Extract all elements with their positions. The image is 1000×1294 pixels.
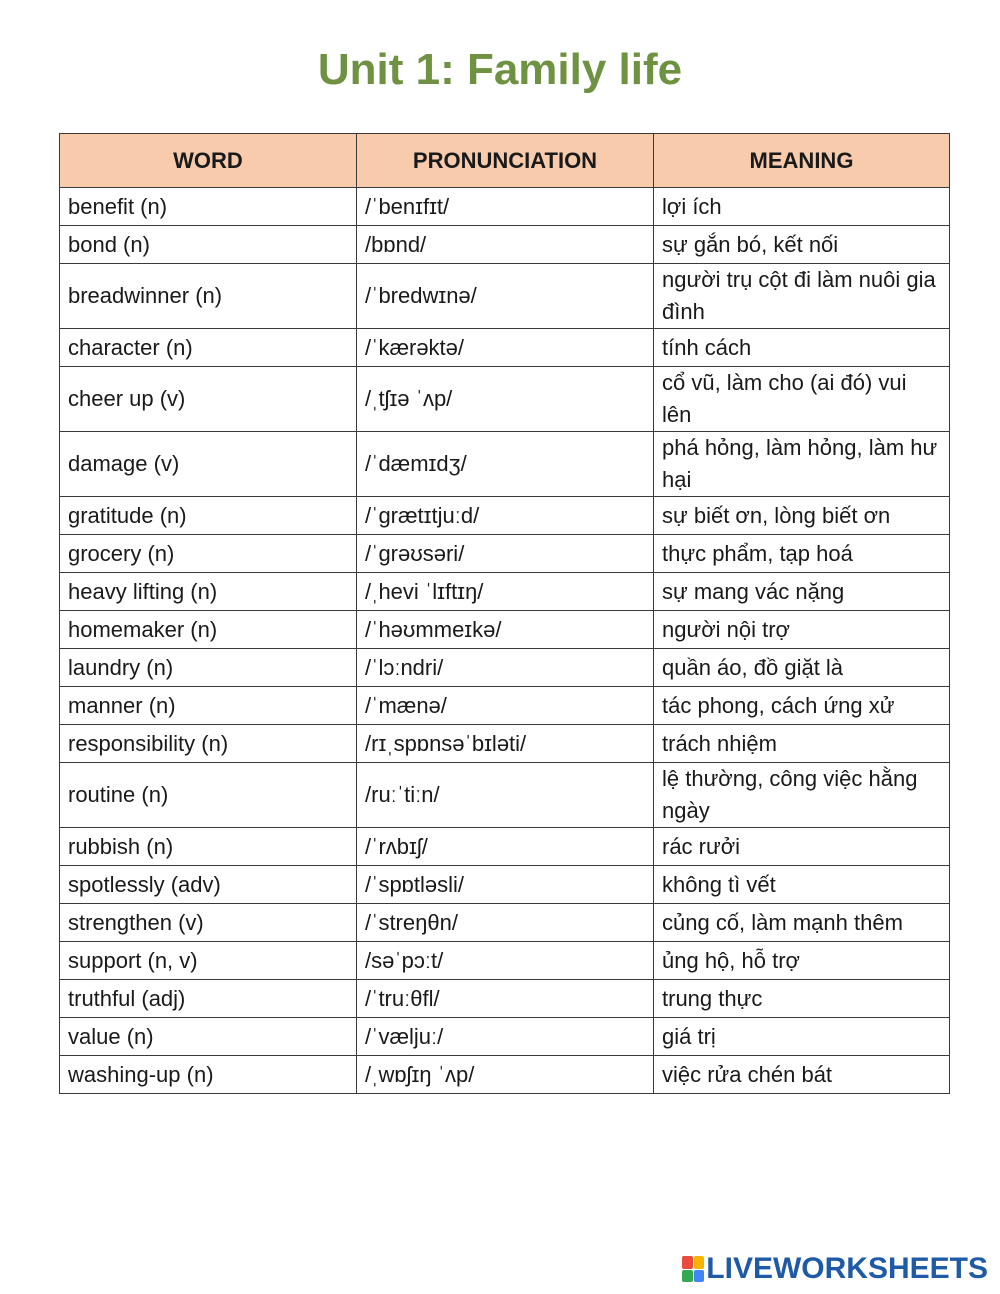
word-cell: homemaker (n) — [60, 611, 357, 649]
meaning-cell: tác phong, cách ứng xử — [654, 687, 950, 725]
pronunciation-cell: /ˈdæmɪdʒ/ — [357, 432, 654, 497]
table-row — [60, 226, 950, 264]
word-cell: benefit (n) — [60, 188, 357, 226]
meaning-cell: không tì vết — [654, 866, 950, 904]
word-cell: routine (n) — [60, 763, 357, 828]
table-row — [60, 367, 950, 432]
word-cell: laundry (n) — [60, 649, 357, 687]
table-row — [60, 866, 950, 904]
meaning-cell: lệ thường, công việc hằng ngày — [654, 763, 950, 828]
table-row — [60, 980, 950, 1018]
meaning-cell: tính cách — [654, 329, 950, 367]
word-cell: character (n) — [60, 329, 357, 367]
meaning-cell: giá trị — [654, 1018, 950, 1056]
word-cell: strengthen (v) — [60, 904, 357, 942]
pronunciation-cell: /ˈtruːθfl/ — [357, 980, 654, 1018]
table-row — [60, 188, 950, 226]
liveworksheets-logo-icon — [682, 1256, 704, 1282]
pronunciation-cell: /ˌtʃɪə ˈʌp/ — [357, 367, 654, 432]
table-row — [60, 904, 950, 942]
pronunciation-cell: /ruːˈtiːn/ — [357, 763, 654, 828]
header-pronunciation: PRONUNCIATION — [357, 134, 654, 188]
liveworksheets-logo[interactable] — [682, 1252, 988, 1286]
table-row — [60, 725, 950, 763]
pronunciation-cell: /ˈrʌbɪʃ/ — [357, 828, 654, 866]
pronunciation-cell: /bɒnd/ — [357, 226, 654, 264]
meaning-cell: sự gắn bó, kết nối — [654, 226, 950, 264]
pronunciation-cell: /ˈstreŋθn/ — [357, 904, 654, 942]
word-cell: manner (n) — [60, 687, 357, 725]
word-cell: washing-up (n) — [60, 1056, 357, 1094]
pronunciation-cell: /ˈvæljuː/ — [357, 1018, 654, 1056]
table-row — [60, 611, 950, 649]
word-cell: spotlessly (adv) — [60, 866, 357, 904]
header-word: WORD — [60, 134, 357, 188]
word-cell: value (n) — [60, 1018, 357, 1056]
table-header-row — [60, 134, 950, 188]
meaning-cell: trách nhiệm — [654, 725, 950, 763]
pronunciation-cell: /ˌhevi ˈlɪftɪŋ/ — [357, 573, 654, 611]
pronunciation-cell: /ˈbredwɪnə/ — [357, 264, 654, 329]
table-row — [60, 264, 950, 329]
table-row — [60, 1056, 950, 1094]
word-cell: breadwinner (n) — [60, 264, 357, 329]
table-row — [60, 432, 950, 497]
word-cell: bond (n) — [60, 226, 357, 264]
word-cell: cheer up (v) — [60, 367, 357, 432]
pronunciation-cell: /ˈbenɪfɪt/ — [357, 188, 654, 226]
word-cell: truthful (adj) — [60, 980, 357, 1018]
pronunciation-cell: /ˈmænə/ — [357, 687, 654, 725]
table-row — [60, 573, 950, 611]
table-row — [60, 763, 950, 828]
meaning-cell: quần áo, đồ giặt là — [654, 649, 950, 687]
table-row — [60, 535, 950, 573]
meaning-cell: sự mang vác nặng — [654, 573, 950, 611]
pronunciation-cell: /ˈkærəktə/ — [357, 329, 654, 367]
word-cell: rubbish (n) — [60, 828, 357, 866]
word-cell: heavy lifting (n) — [60, 573, 357, 611]
meaning-cell: phá hỏng, làm hỏng, làm hư hại — [654, 432, 950, 497]
meaning-cell: việc rửa chén bát — [654, 1056, 950, 1094]
table-row — [60, 1018, 950, 1056]
word-cell: gratitude (n) — [60, 497, 357, 535]
logo-text: LIVEWORKSHEETS — [706, 1252, 988, 1285]
meaning-cell: rác rưởi — [654, 828, 950, 866]
table-row — [60, 942, 950, 980]
meaning-cell: lợi ích — [654, 188, 950, 226]
meaning-cell: sự biết ơn, lòng biết ơn — [654, 497, 950, 535]
pronunciation-cell: /ˌwɒʃɪŋ ˈʌp/ — [357, 1056, 654, 1094]
pronunciation-cell: /rɪˌspɒnsəˈbɪləti/ — [357, 725, 654, 763]
pronunciation-cell: /ˈhəʊmmeɪkə/ — [357, 611, 654, 649]
meaning-cell: cổ vũ, làm cho (ai đó) vui lên — [654, 367, 950, 432]
word-cell: support (n, v) — [60, 942, 357, 980]
table-row — [60, 329, 950, 367]
table-row — [60, 687, 950, 725]
header-meaning: MEANING — [654, 134, 950, 188]
pronunciation-cell: /ˈɡrəʊsəri/ — [357, 535, 654, 573]
meaning-cell: trung thực — [654, 980, 950, 1018]
vocabulary-table — [59, 133, 950, 1094]
meaning-cell: củng cố, làm mạnh thêm — [654, 904, 950, 942]
table-row — [60, 649, 950, 687]
pronunciation-cell: /ˈspɒtləsli/ — [357, 866, 654, 904]
word-cell: responsibility (n) — [60, 725, 357, 763]
word-cell: grocery (n) — [60, 535, 357, 573]
page-title: Unit 1: Family life — [317, 45, 683, 94]
table-row — [60, 828, 950, 866]
pronunciation-cell: /ˈɡrætɪtjuːd/ — [357, 497, 654, 535]
word-cell: damage (v) — [60, 432, 357, 497]
meaning-cell: thực phẩm, tạp hoá — [654, 535, 950, 573]
table-row — [60, 497, 950, 535]
meaning-cell: người nội trợ — [654, 611, 950, 649]
pronunciation-cell: /səˈpɔːt/ — [357, 942, 654, 980]
meaning-cell: ủng hộ, hỗ trợ — [654, 942, 950, 980]
meaning-cell: người trụ cột đi làm nuôi gia đình — [654, 264, 950, 329]
pronunciation-cell: /ˈlɔːndri/ — [357, 649, 654, 687]
